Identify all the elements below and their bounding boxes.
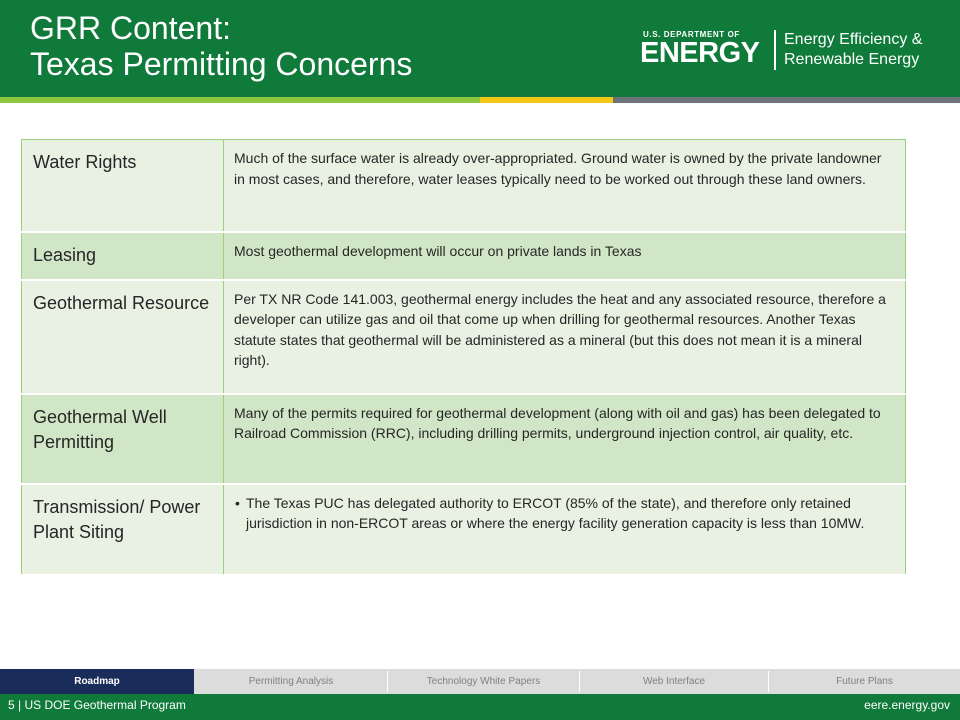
nav-tab-roadmap[interactable]: Roadmap [0, 669, 194, 694]
table-row [22, 140, 906, 232]
logo-office-line-1: Energy Efficiency & [784, 31, 923, 48]
row-topic: Transmission/ Power Plant Siting [22, 484, 224, 575]
logo-office-line-2: Renewable Energy [784, 51, 920, 68]
row-description: Much of the surface water is already over-appropriated. Ground water is owned by the private landowner in most cases, and therefore, water leases typically need to be worked out through these land owners. [224, 140, 906, 232]
logo-office-text [784, 30, 922, 70]
logo-dept-text: U.S. DEPARTMENT OF [643, 30, 740, 39]
accent-stripe-yellow [480, 97, 613, 103]
section-nav-bar [0, 669, 960, 694]
accent-stripe-green [0, 97, 480, 103]
row-topic: Geothermal Resource [22, 280, 224, 394]
row-description: Per TX NR Code 141.003, geothermal energy includes the heat and any associated resource, therefore a developer can utilize gas and oil that come up when drilling for geothermal resources. Another Texas statute states that geothermal will be administered as a mineral (but this does not mean it is a mineral right). [224, 280, 906, 394]
nav-tab-future-plans[interactable]: Future Plans [836, 676, 893, 687]
logo-divider [774, 30, 776, 70]
page-title [30, 10, 412, 82]
row-description: Many of the permits required for geothermal development (along with oil and gas) has been delegated to Railroad Commission (RRC), including drilling permits, underground injection control, air quality, etc. [224, 394, 906, 484]
row-description: Most geothermal development will occur on private lands in Texas [224, 232, 906, 280]
table-row [22, 280, 906, 394]
footer-website-link[interactable]: eere.energy.gov [864, 698, 950, 712]
nav-tab-permitting-analysis[interactable]: Permitting Analysis [248, 676, 334, 687]
row-topic: Water Rights [22, 140, 224, 232]
row-topic: Geothermal Well Permitting [22, 394, 224, 484]
title-line-1: GRR Content: [30, 10, 231, 46]
accent-stripe-gray [613, 97, 960, 103]
table-row [22, 394, 906, 484]
row-description-bullet: • The Texas PUC has delegated authority to ERCOT (85% of the state), and therefore only retained jurisdiction in non-ERCOT areas or where the energy facility generation capacity is less than 10MW. [224, 484, 906, 575]
footer-page-info: 5 | US DOE Geothermal Program [8, 698, 186, 712]
footer-bar [0, 694, 960, 720]
logo-energy-text: ENERGY [640, 37, 760, 69]
title-line-2: Texas Permitting Concerns [30, 46, 413, 82]
row-topic: Leasing [22, 232, 224, 280]
nav-tab-web-interface[interactable]: Web Interface [642, 676, 706, 687]
nav-tab-technology-white-papers[interactable]: Technology White Papers [426, 676, 541, 687]
permitting-concerns-table [21, 139, 906, 576]
header-bar [0, 0, 960, 97]
table-row [22, 484, 906, 575]
table-row [22, 232, 906, 280]
